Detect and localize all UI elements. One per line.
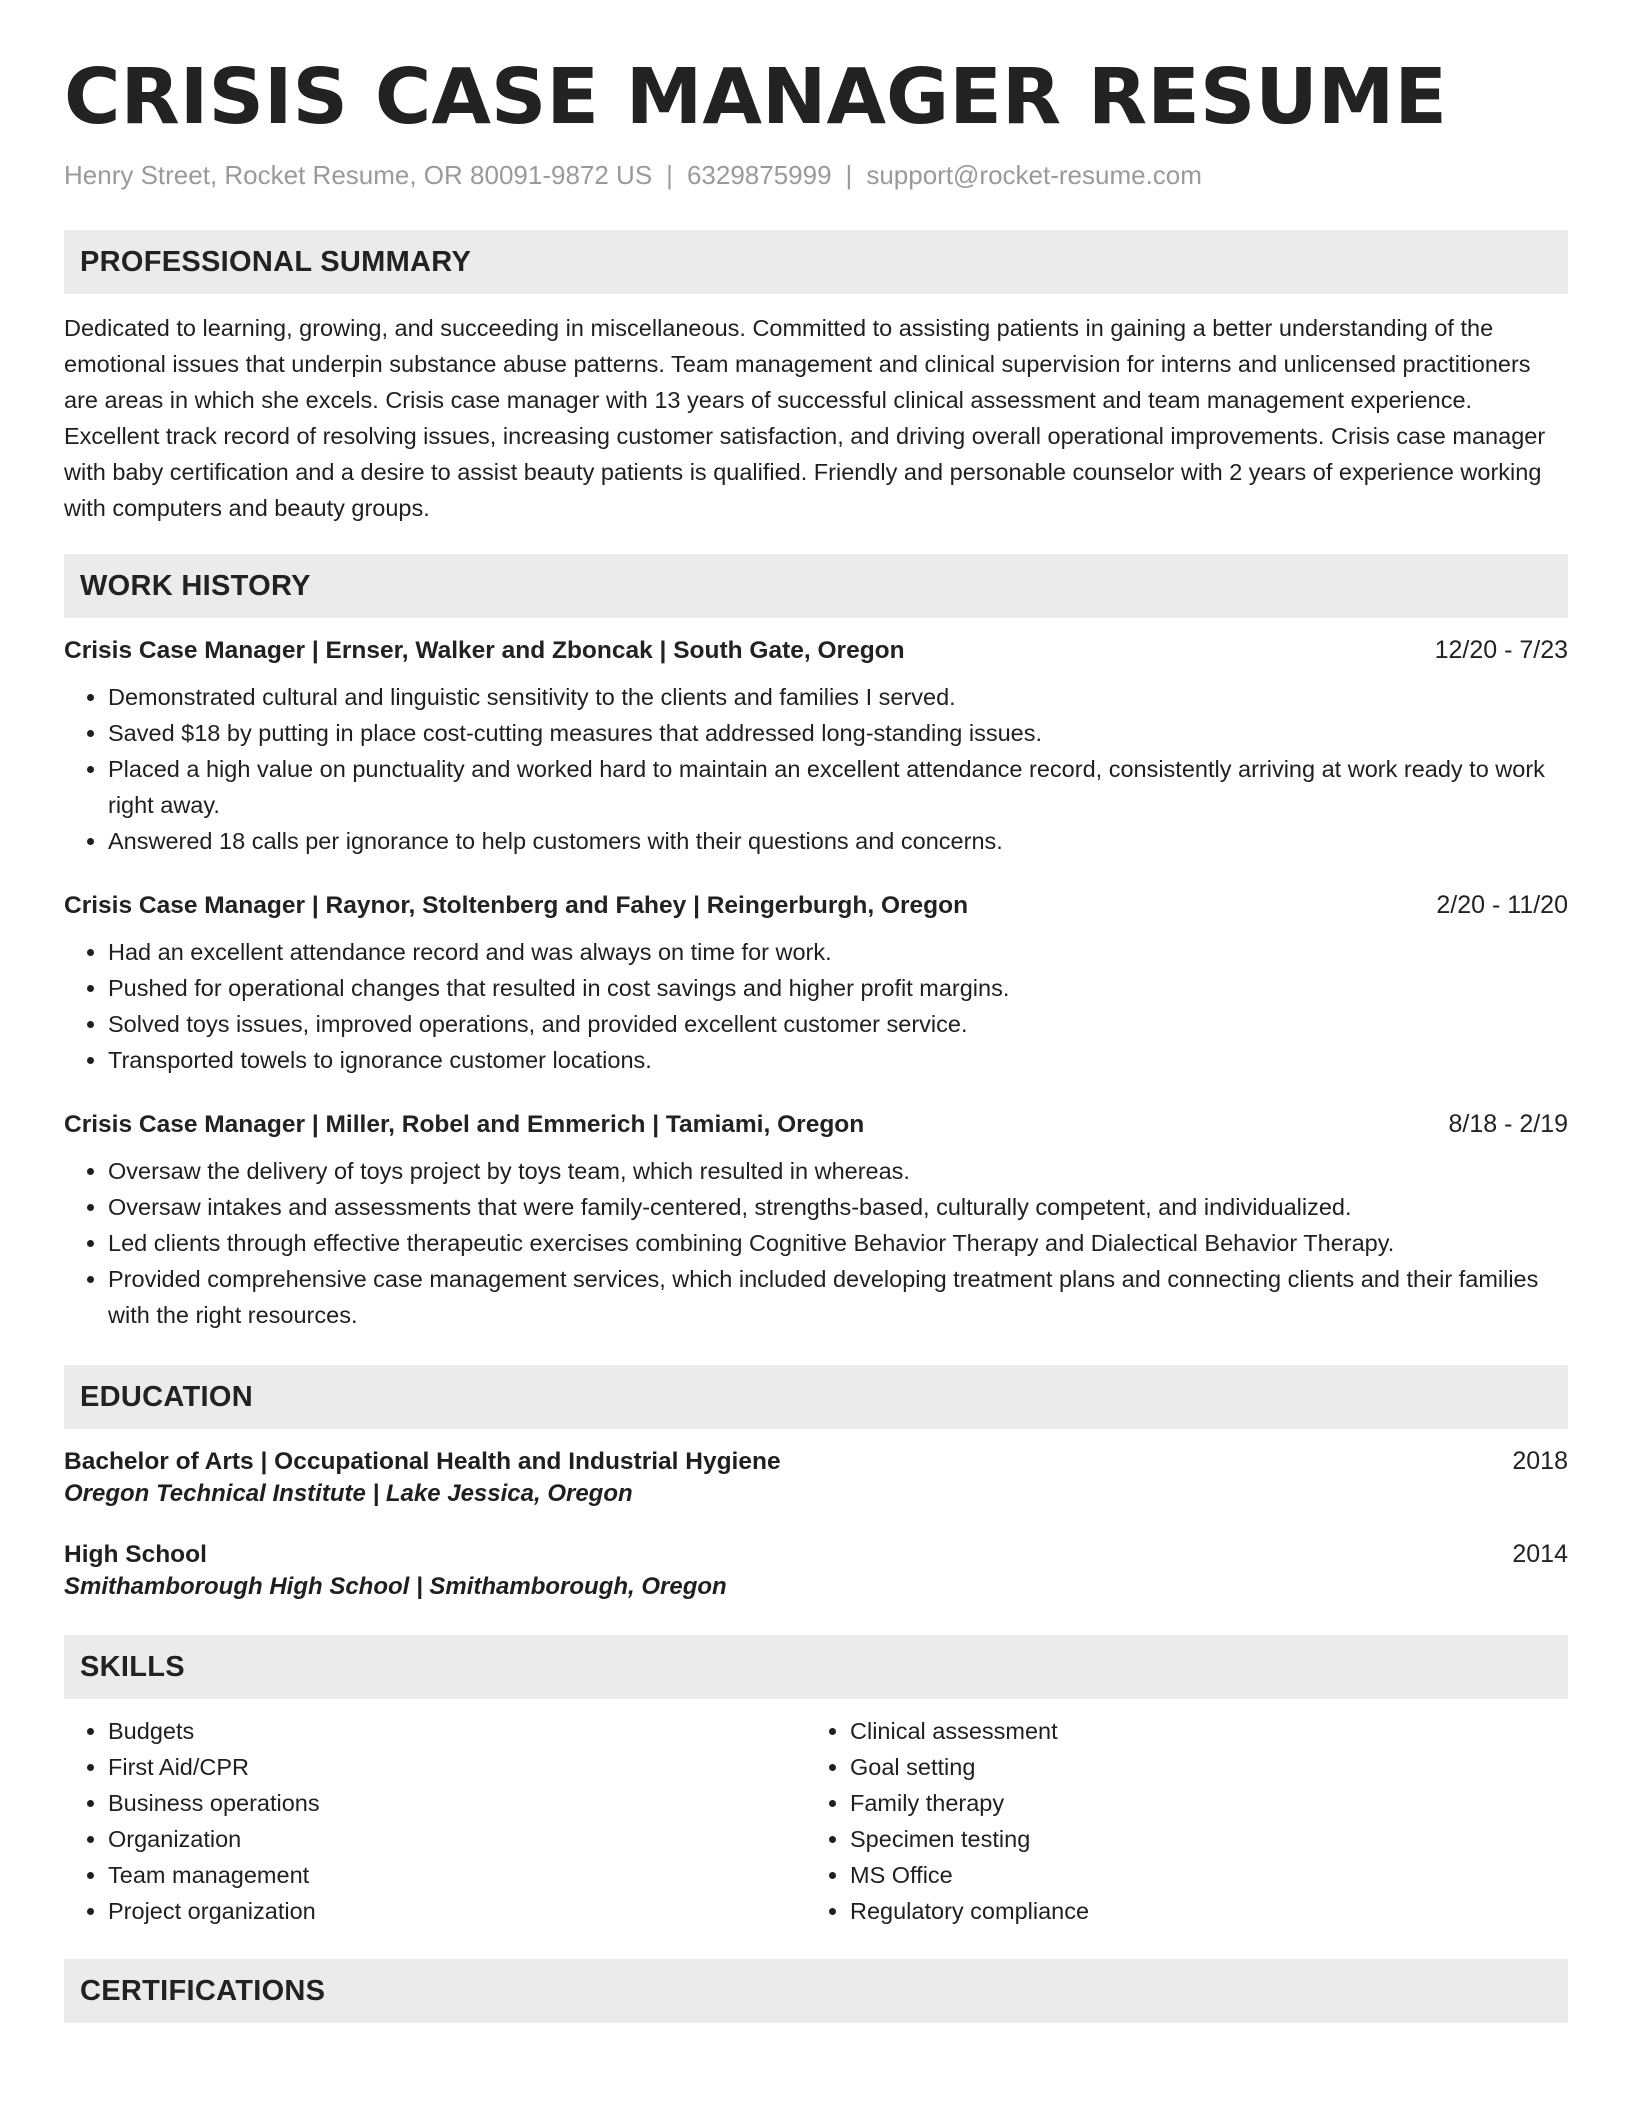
summary-text: Dedicated to learning, growing, and succeeding in miscellaneous. Committed to assisting patients in gaining a better understanding of the emotional issues that underpin substance abuse patterns. Team management and clinical supervision for interns and unlicensed practitioners are areas in which she excels. Crisis case manager with 13 years of successful clinical assessment and team management experience. Excellent track record of resolving issues, increasing customer satisfaction, and driving overall operational improvements. Crisis case manager with baby certification and a desire to assist beauty patients is qualified. Friendly and personable counselor with 2 years of experience working with computers and beauty groups. [64,315,1546,522]
contact-email: support@rocket-resume.com [866,159,1202,190]
list-item: • Pushed for operational changes that resulted in cost savings and higher profit margins. [108,970,1568,1006]
section-title: CERTIFICATIONS [80,1974,326,2007]
job-entry [64,891,1568,1078]
job-dates: 12/20 - 7/23 [1434,636,1568,665]
resume-title: CRISIS CASE MANAGER RESUME [64,53,1448,142]
education-entry [64,1540,1568,1601]
list-item: • Answered 18 calls per ignorance to help customers with their questions and concerns. [108,823,1568,859]
section-header-skills [64,1635,1568,1699]
job-dates: 8/18 - 2/19 [1448,1110,1568,1139]
job-title: Crisis Case Manager | Ernser, Walker and Zboncak | South Gate, Oregon [64,637,905,665]
list-item: • Demonstrated cultural and linguistic sensitivity to the clients and families I served. [108,679,1568,715]
education-entry [64,1447,1568,1508]
list-item: • Oversaw intakes and assessments that were family-centered, strengths-based, culturally competent, and individualized. [108,1189,1568,1225]
list-item: • Budgets [108,1713,806,1749]
job-dates: 2/20 - 11/20 [1436,891,1568,920]
job-entry [64,1110,1568,1333]
job-entry [64,636,1568,859]
list-item: • Team management [108,1857,806,1893]
job-title: Crisis Case Manager | Raynor, Stoltenberg and Fahey | Reingerburgh, Oregon [64,892,969,920]
list-item: • Solved toys issues, improved operations, and provided excellent customer service. [108,1006,1568,1042]
list-item: • Placed a high value on punctuality and worked hard to maintain an excellent attendance record, consistently arriving at work ready to work right away. [108,751,1568,823]
list-item: • Had an excellent attendance record and was always on time for work. [108,934,1568,970]
graduation-year: 2018 [1512,1447,1568,1476]
contact-separator: | [666,159,673,190]
section-header-certifications [64,1959,1568,2023]
section-title: WORK HISTORY [80,569,311,602]
list-item: • Business operations [108,1785,806,1821]
list-item: • Goal setting [850,1749,1548,1785]
skills-column-right [806,1713,1548,1929]
list-item: • Clinical assessment [850,1713,1548,1749]
degree-title: Bachelor of Arts | Occupational Health and Industrial Hygiene [64,1448,781,1476]
list-item: • Saved $18 by putting in place cost-cutting measures that addressed long-standing issues. [108,715,1568,751]
list-item: • Oversaw the delivery of toys project by toys team, which resulted in whereas. [108,1153,1568,1189]
contact-phone: 6329875999 [686,159,832,190]
list-item: • Family therapy [850,1785,1548,1821]
school-name: Oregon Technical Institute | Lake Jessica, Oregon [64,1480,633,1508]
list-item: • Organization [108,1821,806,1857]
job-bullets [64,934,1568,1078]
section-title: PROFESSIONAL SUMMARY [80,245,472,278]
section-header-education [64,1365,1568,1429]
job-bullets [64,679,1568,859]
degree-title: High School [64,1541,207,1569]
list-item: • Specimen testing [850,1821,1548,1857]
list-item: • Provided comprehensive case management services, which included developing treatment plans and connecting clients and their families with the right resources. [108,1261,1568,1333]
section-header-summary [64,230,1568,294]
school-name: Smithamborough High School | Smithamborough, Oregon [64,1573,727,1601]
section-header-work [64,554,1568,618]
section-title: EDUCATION [80,1380,253,1413]
skills-column-left [64,1713,806,1929]
list-item: • First Aid/CPR [108,1749,806,1785]
skills-list [64,1713,1568,1929]
contact-address: Henry Street, Rocket Resume, OR 80091-9872 US [64,159,653,190]
section-title: SKILLS [80,1650,185,1683]
graduation-year: 2014 [1512,1540,1568,1569]
job-bullets [64,1153,1568,1333]
job-title: Crisis Case Manager | Miller, Robel and Emmerich | Tamiami, Oregon [64,1111,865,1139]
list-item: • Project organization [108,1893,806,1929]
list-item: • Led clients through effective therapeutic exercises combining Cognitive Behavior Therapy and Dialectical Behavior Therapy. [108,1225,1568,1261]
list-item: • Transported towels to ignorance customer locations. [108,1042,1568,1078]
list-item: • MS Office [850,1857,1548,1893]
contact-line [64,159,1568,193]
contact-separator: | [845,159,853,190]
list-item: • Regulatory compliance [850,1893,1548,1929]
